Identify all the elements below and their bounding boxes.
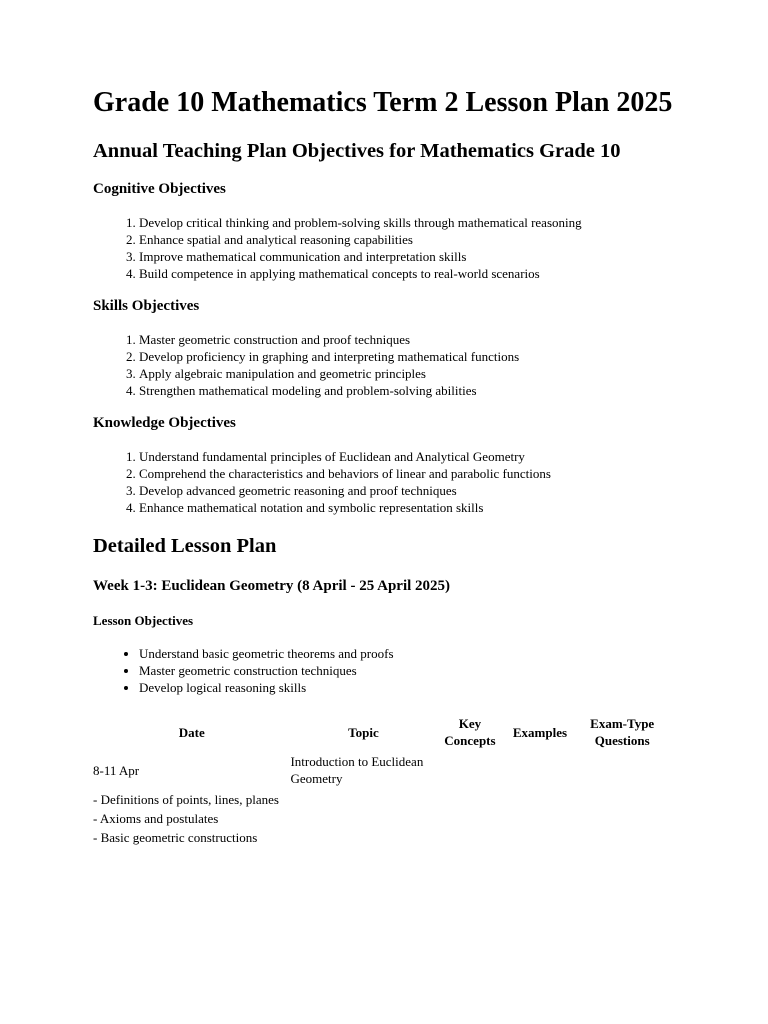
cell-examples (504, 751, 577, 789)
page-title: Grade 10 Mathematics Term 2 Lesson Plan 2025 (93, 87, 673, 118)
cell-date: 8-11 Apr (93, 762, 140, 778)
cognitive-objectives-list (93, 214, 673, 282)
annual-objectives-heading: Annual Teaching Plan Objectives for Mathematics Grade 10 (93, 140, 621, 162)
list-item: 2. Develop proficiency in graphing and interpreting mathematical functions (139, 348, 673, 365)
list-item: 3. Develop advanced geometric reasoning and proof techniques (139, 482, 673, 499)
cognitive-objectives-heading: Cognitive Objectives (93, 181, 226, 197)
detailed-lesson-plan-heading: Detailed Lesson Plan (93, 535, 277, 557)
knowledge-objectives-list (93, 448, 673, 516)
cell-empty (504, 789, 577, 850)
header-date: Date (178, 724, 205, 740)
list-item: • Develop logical reasoning skills (139, 679, 673, 696)
cell-empty (290, 789, 436, 850)
skills-objectives-list (93, 331, 673, 399)
list-item: 3. Apply algebraic manipulation and geometric principles (139, 365, 673, 382)
list-item: 4. Strengthen mathematical modeling and problem-solving abilities (139, 382, 673, 399)
concept-line: - Basic geometric constructions (93, 830, 258, 845)
header-exam-questions: Exam-Type Questions (590, 716, 655, 748)
list-item: 1. Understand fundamental principles of Euclidean and Analytical Geometry (139, 448, 673, 465)
list-item: • Master geometric construction techniques (139, 662, 673, 679)
list-item: 4. Build competence in applying mathematical concepts to real-world scenarios (139, 265, 673, 282)
list-item: 1. Master geometric construction and proof techniques (139, 331, 673, 348)
list-item: 4. Enhance mathematical notation and symbolic representation skills (139, 499, 673, 516)
concept-line: - Axioms and postulates (93, 811, 219, 826)
cell-exam-questions (576, 751, 668, 789)
cell-key-concepts (436, 751, 503, 789)
table-header-row (93, 713, 668, 751)
list-item: • Understand basic geometric theorems and proofs (139, 645, 673, 662)
cell-empty (436, 789, 503, 850)
table-row (93, 751, 668, 789)
list-item: 3. Improve mathematical communication and interpretation skills (139, 248, 673, 265)
week-heading: Week 1-3: Euclidean Geometry (8 April - 25 April 2025) (93, 578, 451, 594)
concept-line: - Definitions of points, lines, planes (93, 792, 279, 807)
header-key-concepts: Key Concepts (444, 716, 496, 748)
knowledge-objectives-heading: Knowledge Objectives (93, 415, 236, 431)
cell-empty (576, 789, 668, 850)
table-row (93, 789, 668, 850)
skills-objectives-heading: Skills Objectives (93, 298, 200, 314)
lesson-objectives-heading: Lesson Objectives (93, 613, 194, 628)
list-item: 1. Develop critical thinking and problem-solving skills through mathematical reasoning (139, 214, 673, 231)
lesson-plan-table (93, 713, 668, 850)
cell-topic: Introduction to Euclidean Geometry (290, 754, 424, 786)
list-item: 2. Comprehend the characteristics and behaviors of linear and parabolic functions (139, 465, 673, 482)
header-examples: Examples (512, 724, 568, 740)
cell-concepts (93, 789, 290, 850)
list-item: 2. Enhance spatial and analytical reasoning capabilities (139, 231, 673, 248)
header-topic: Topic (348, 724, 379, 740)
lesson-objectives-list (93, 645, 673, 696)
